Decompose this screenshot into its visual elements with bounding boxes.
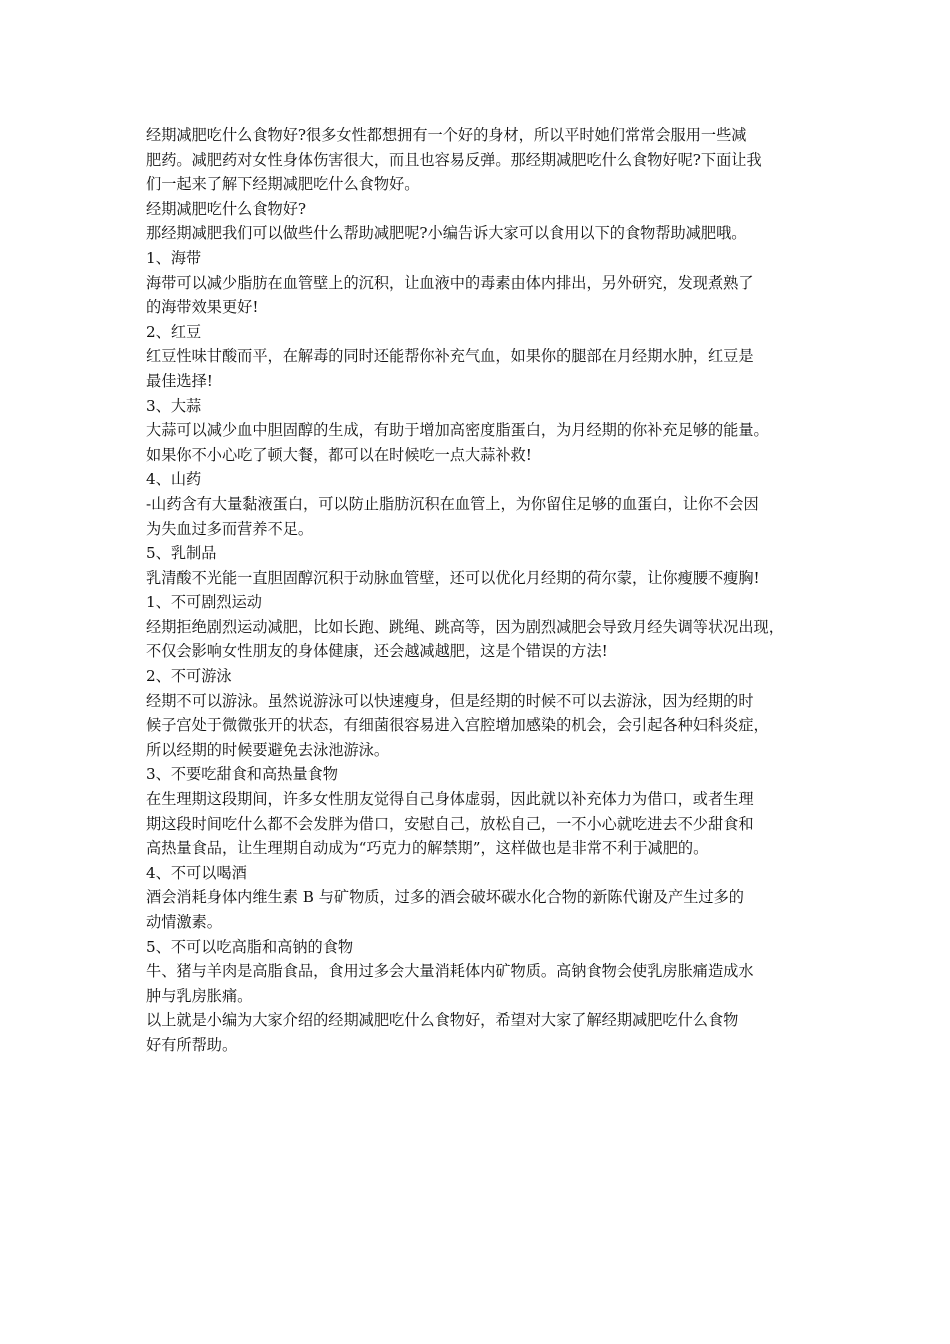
- text-line: 高热量食品，让生理期自动成为“巧克力的解禁期”，这样做也是非常不利于减肥的。: [146, 839, 709, 858]
- item-heading: 4、不可以喝酒: [146, 863, 247, 882]
- text-line: 大蒜可以减少血中胆固醇的生成，有助于增加高密度脂蛋白，为月经期的你补充足够的能量。: [146, 421, 769, 440]
- text-line: 经期不可以游泳。虽然说游泳可以快速瘦身，但是经期的时候不可以去游泳，因为经期的时: [146, 691, 754, 710]
- heading-line: 经期减肥吃什么食物好?: [146, 199, 307, 218]
- item-heading: 1、不可剧烈运动: [146, 593, 262, 612]
- text-line: 海带可以减少脂肪在血管壁上的沉积，让血液中的毒素由体内排出，另外研究，发现煮熟了: [146, 273, 754, 292]
- text-line: 经期减肥吃什么食物好?很多女性都想拥有一个好的身材，所以平时她们常常会服用一些减: [146, 126, 747, 144]
- item-heading: 5、乳制品: [146, 544, 217, 563]
- text-line: 那经期减肥我们可以做些什么帮助减肥呢?小编告诉大家可以食用以下的食物帮助减肥哦。: [146, 224, 747, 243]
- text-line: 肥药。减肥药对女性身体伤害很大，而且也容易反弹。那经期减肥吃什么食物好呢?下面让我: [146, 150, 762, 169]
- item-heading: 5、不可以吃高脂和高钠的食物: [146, 937, 354, 956]
- item-heading: 2、红豆: [146, 322, 202, 341]
- text-line: 牛、猪与羊肉是高脂食品，食用过多会大量消耗体内矿物质。高钠食物会使乳房胀痛造成水: [146, 962, 754, 981]
- text-line: 们一起来了解下经期减肥吃什么食物好。: [146, 175, 420, 194]
- text-line: 好有所帮助。: [146, 1035, 238, 1054]
- text-line: 为失血过多而营养不足。: [146, 519, 314, 538]
- text-line: 所以经期的时候要避免去泳池游泳。: [146, 740, 389, 759]
- article-body: [146, 123, 814, 1058]
- text-line: 候子宫处于微微张开的状态，有细菌很容易进入宫腔增加感染的机会，会引起各种妇科炎症，: [146, 716, 769, 735]
- text-line: 肿与乳房胀痛。: [146, 986, 253, 1005]
- item-heading: 4、山药: [146, 470, 202, 489]
- text-line: 红豆性味甘酸而平，在解毒的同时还能帮你补充气血，如果你的腿部在月经期水肿，红豆是: [146, 347, 754, 366]
- text-line: 乳清酸不光能一直胆固醇沉积于动脉血管壁，还可以优化月经期的荷尔蒙，让你瘦腰不瘦胸!: [146, 568, 760, 587]
- text-line: 动情激素。: [146, 913, 222, 931]
- item-heading: 2、不可游泳: [146, 667, 232, 686]
- text-line: 不仅会影响女性朋友的身体健康，还会越减越肥，这是个错误的方法!: [146, 642, 608, 661]
- item-heading: 3、不要吃甜食和高热量食物: [146, 765, 338, 784]
- text-line: 以上就是小编为大家介绍的经期减肥吃什么食物好，希望对大家了解经期减肥吃什么食物: [146, 1011, 739, 1030]
- item-heading: 3、大蒜: [146, 396, 202, 415]
- text-line: 在生理期这段期间，许多女性朋友觉得自己身体虚弱，因此就以补充体力为借口，或者生理: [146, 790, 754, 809]
- text-line: 期这段时间吃什么都不会发胖为借口，安慰自己，放松自己，一不小心就吃进去不少甜食和: [146, 814, 754, 833]
- text-line: 最佳选择!: [146, 371, 213, 390]
- text-line: 酒会消耗身体内维生素 B 与矿物质，过多的酒会破坏碳水化合物的新陈代谢及产生过多的: [146, 888, 744, 907]
- text-line: -山药含有大量黏液蛋白，可以防止脂肪沉积在血管上，为你留住足够的血蛋白，让你不会因: [146, 494, 759, 513]
- item-heading: 1、海带: [146, 248, 202, 267]
- text-line: 如果你不小心吃了顿大餐，都可以在时候吃一点大蒜补救!: [146, 445, 532, 464]
- text-line: 经期拒绝剧烈运动减肥，比如长跑、跳绳、跳高等，因为剧烈减肥会导致月经失调等状况出现，: [146, 617, 784, 636]
- text-line: 的海带效果更好!: [146, 298, 259, 317]
